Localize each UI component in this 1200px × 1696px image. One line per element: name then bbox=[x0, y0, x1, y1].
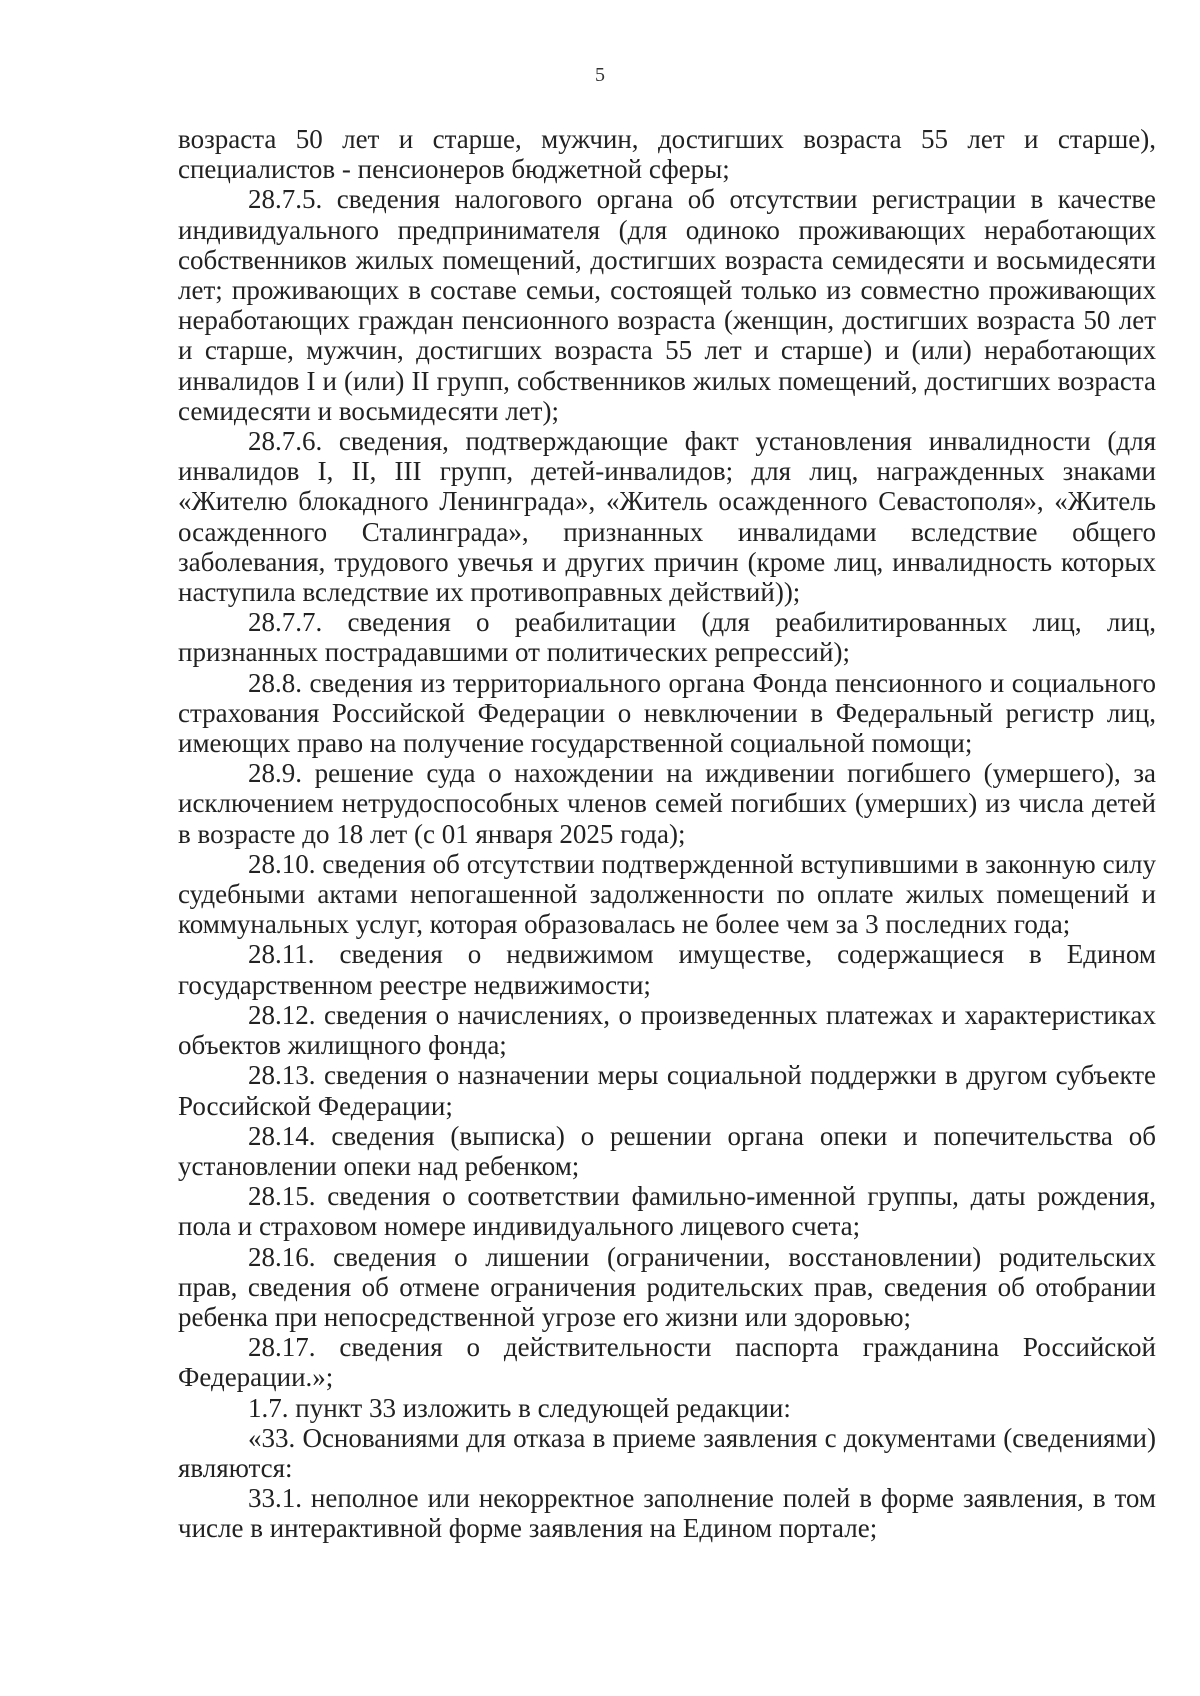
paragraph: 33.1. неполное или некорректное заполнение полей в форме заявления, в том числе в интерактивной форме заявления на Едином портале; bbox=[178, 1483, 1156, 1544]
paragraph: 28.7.5. сведения налогового органа об отсутствии регистрации в качестве индивидуального предпринимателя (для одиноко проживающих неработающих собственников жилых помещений, достигших возраста семидесяти и восьмидесяти лет; проживающих в составе семьи, состоящей только из совместно проживающих неработающих граждан пенсионного возраста (женщин, достигших возраста 50 лет и старше, мужчин, достигших возраста 55 лет и старше) и (или) неработающих инвалидов I и (или) II групп, собственников жилых помещений, достигших возраста семидесяти и восьмидесяти лет); bbox=[178, 184, 1156, 426]
paragraph: 28.12. сведения о начислениях, о произведенных платежах и характеристиках объектов жилищного фонда; bbox=[178, 999, 1156, 1061]
paragraph: 28.11. сведения о недвижимом имуществе, содержащиеся в Едином государственном реестре недвижимости; bbox=[178, 939, 1156, 1000]
page-number: 5 bbox=[595, 64, 605, 86]
paragraph: 28.17. сведения о действительности паспорта гражданина Российской Федерации.»; bbox=[178, 1332, 1156, 1393]
paragraph: 28.16. сведения о лишении (ограничении, восстановлении) родительских прав, сведения об отмене ограничения родительских прав, сведения об отобрании ребенка при непосредственной угрозе его жизни или здоровью; bbox=[178, 1241, 1156, 1332]
document-body bbox=[178, 124, 1156, 1544]
paragraph: 28.13. сведения о назначении меры социальной поддержки в другом субъекте Российской Федерации; bbox=[178, 1060, 1156, 1121]
paragraph: 28.14. сведения (выписка) о решении органа опеки и попечительства об установлении опеки над ребенком; bbox=[178, 1120, 1156, 1181]
paragraph: 1.7. пункт 33 изложить в следующей редакции: bbox=[248, 1392, 791, 1423]
paragraph: 28.8. сведения из территориального органа Фонда пенсионного и социального страхования Российской Федерации о невключении в Федеральный регистр лиц, имеющих право на получение государственной социальной помощи; bbox=[178, 667, 1156, 759]
paragraph: возраста 50 лет и старше, мужчин, достигших возраста 55 лет и старше), специалистов - пенсионеров бюджетной сферы; bbox=[178, 124, 1156, 185]
paragraph: 28.7.7. сведения о реабилитации (для реабилитированных лиц, лиц, признанных пострадавшими от политических репрессий); bbox=[178, 607, 1156, 668]
paragraph: «33. Основаниями для отказа в приеме заявления с документами (сведениями) являются: bbox=[178, 1422, 1156, 1483]
paragraph: 28.10. сведения об отсутствии подтвержденной вступившими в законную силу судебными актами непогашенной задолженности по оплате жилых помещений и коммунальных услуг, которая образовалась не более чем за 3 последних года; bbox=[178, 848, 1156, 940]
paragraph: 28.15. сведения о соответствии фамильно-именной группы, даты рождения, пола и страховом номере индивидуального лицевого счета; bbox=[178, 1181, 1156, 1242]
paragraph: 28.9. решение суда о нахождении на иждивении погибшего (умершего), за исключением нетрудоспособных членов семей погибших (умерших) из числа детей в возрасте до 18 лет (с 01 января 2025 года); bbox=[178, 758, 1156, 849]
paragraph: 28.7.6. сведения, подтверждающие факт установления инвалидности (для инвалидов I, II, III групп, детей-инвалидов; для лиц, награжденных знаками «Жителю блокадного Ленинграда», «Житель осажденного Севастополя», «Житель осажденного Сталинграда», признанных инвалидами вследствие общего заболевания, трудового увечья и других причин (кроме лиц, инвалидность которых наступила вследствие их противоправных действий)); bbox=[178, 426, 1156, 608]
